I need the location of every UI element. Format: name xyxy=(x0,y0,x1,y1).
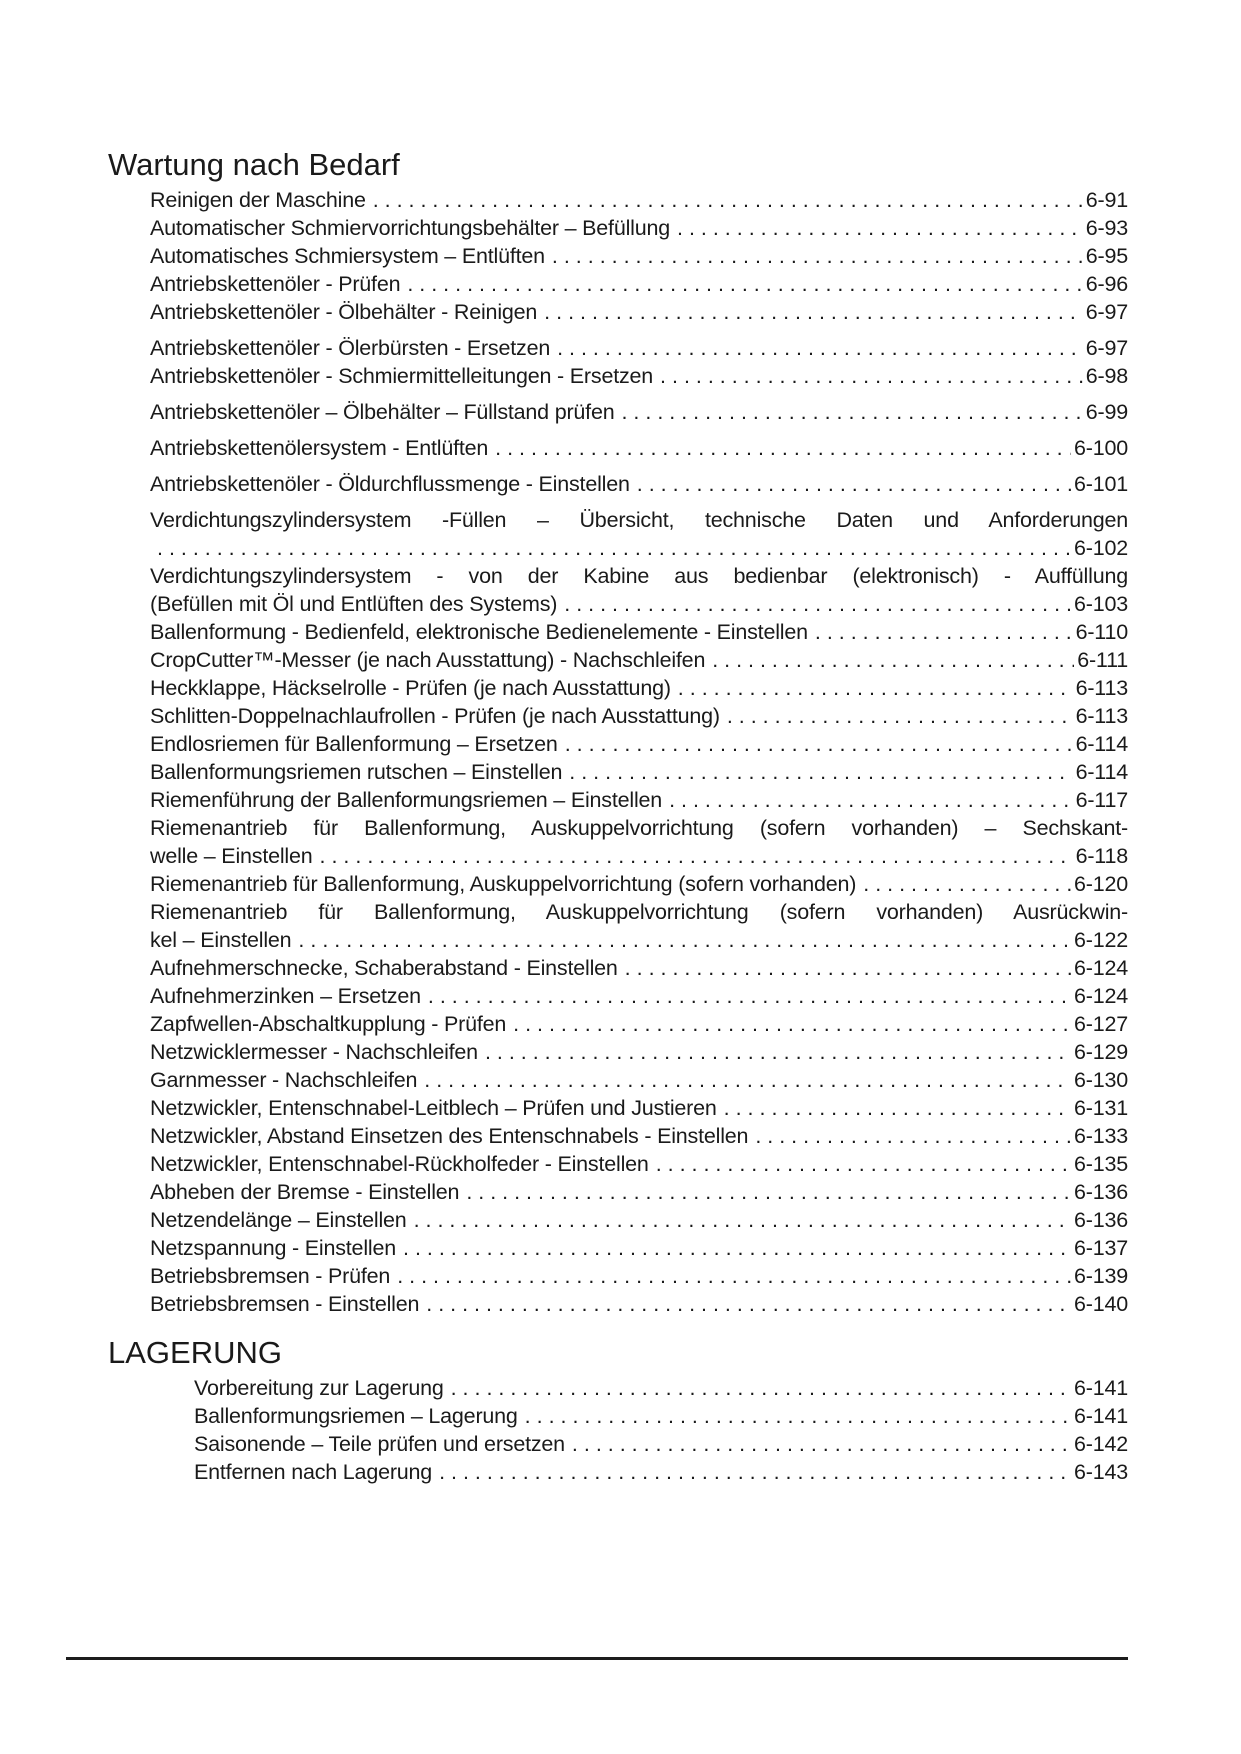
page-number: 6-131 xyxy=(1074,1096,1128,1120)
entry-title: Netzwickler, Entenschnabel-Rückholfeder - Einstellen xyxy=(150,1152,649,1176)
page-number: 6-114 xyxy=(1075,760,1128,784)
page-number: 6-111 xyxy=(1077,648,1128,672)
page-number: 6-97 xyxy=(1085,300,1128,324)
footer-rule xyxy=(66,1657,1128,1660)
page-number: 6-95 xyxy=(1085,244,1128,268)
dot-leader xyxy=(513,1010,1071,1038)
dot-leader xyxy=(407,270,1082,298)
dot-leader xyxy=(712,646,1074,674)
page-number: 6-143 xyxy=(1074,1460,1128,1484)
toc-entry[interactable] xyxy=(150,1262,1128,1290)
toc-entry[interactable] xyxy=(150,562,1128,618)
dot-leader xyxy=(485,1038,1071,1066)
dot-leader xyxy=(157,534,1071,562)
page-number: 6-129 xyxy=(1074,1040,1128,1064)
toc-entry[interactable] xyxy=(150,758,1128,786)
entry-list xyxy=(194,1374,1128,1486)
entry-title: Antriebskettenöler - Ölerbürsten - Ersetzen xyxy=(150,336,551,360)
dot-leader xyxy=(403,1234,1071,1262)
toc-entry[interactable] xyxy=(150,1234,1128,1262)
toc-entry[interactable] xyxy=(150,186,1128,214)
toc-entry[interactable] xyxy=(150,814,1128,870)
toc-entry[interactable] xyxy=(150,298,1128,326)
dot-leader xyxy=(424,1066,1071,1094)
page-number: 6-136 xyxy=(1074,1180,1128,1204)
entry-title: Zapfwellen-Abschaltkupplung - Prüfen xyxy=(150,1012,507,1036)
toc-entry[interactable] xyxy=(194,1430,1128,1458)
page-number: 6-98 xyxy=(1085,364,1128,388)
toc-entry[interactable] xyxy=(150,1066,1128,1094)
dot-leader xyxy=(397,1262,1071,1290)
page-number: 6-97 xyxy=(1085,336,1128,360)
entry-title: Schlitten-Doppelnachlaufrollen - Prüfen (je nach Ausstattung) xyxy=(150,704,720,728)
toc-entry[interactable] xyxy=(150,1206,1128,1234)
toc-entry[interactable] xyxy=(150,1038,1128,1066)
dot-leader xyxy=(727,702,1073,730)
dot-leader xyxy=(428,982,1071,1010)
dot-leader xyxy=(621,398,1082,426)
page-number: 6-113 xyxy=(1075,704,1128,728)
page-number: 6-93 xyxy=(1085,216,1128,240)
toc-entry[interactable] xyxy=(150,362,1128,390)
page-number: 6-133 xyxy=(1074,1124,1128,1148)
toc-entry[interactable] xyxy=(150,398,1128,426)
entry-title: Riemenantrieb für Ballenformung, Auskuppelvorrichtung (sofern vorhanden) xyxy=(150,872,857,896)
toc-entry[interactable] xyxy=(150,1290,1128,1318)
entry-wrapped-line: Riemenantrieb für Ballenformung, Auskuppelvorrichtung (sofern vorhanden) Ausrückwin- xyxy=(150,900,1128,924)
entry-title: Netzendelänge – Einstellen xyxy=(150,1208,407,1232)
toc-entry[interactable] xyxy=(150,334,1128,362)
entry-title: CropCutter™-Messer (je nach Ausstattung) - Nachschleifen xyxy=(150,648,706,672)
page-number: 6-99 xyxy=(1085,400,1128,424)
dot-leader xyxy=(451,1374,1071,1402)
dot-leader xyxy=(544,298,1083,326)
toc-entry[interactable] xyxy=(150,1094,1128,1122)
page-number: 6-124 xyxy=(1074,984,1128,1008)
entry-title: Antriebskettenöler - Öldurchflussmenge - Einstellen xyxy=(150,472,630,496)
dot-leader xyxy=(495,434,1071,462)
section-heading: Wartung nach Bedarf xyxy=(108,147,400,182)
page-number: 6-135 xyxy=(1074,1152,1128,1176)
dot-leader xyxy=(569,758,1072,786)
entry-title: Saisonende – Teile prüfen und ersetzen xyxy=(194,1432,565,1456)
page-number: 6-118 xyxy=(1075,844,1128,868)
entry-title: Netzwickler, Entenschnabel-Leitblech – Prüfen und Justieren xyxy=(150,1096,717,1120)
entry-title: Netzwickler, Abstand Einsetzen des Entenschnabels - Einstellen xyxy=(150,1124,749,1148)
toc-entry[interactable] xyxy=(150,618,1128,646)
entry-title: Antriebskettenöler – Ölbehälter – Füllstand prüfen xyxy=(150,400,615,424)
dot-leader xyxy=(552,242,1083,270)
entry-title: Ballenformungsriemen rutschen – Einstellen xyxy=(150,760,563,784)
dot-leader xyxy=(565,730,1073,758)
toc-entry[interactable] xyxy=(150,1122,1128,1150)
page-number: 6-141 xyxy=(1074,1404,1128,1428)
page-number: 6-140 xyxy=(1074,1292,1128,1316)
entry-title: Netzwicklermesser - Nachschleifen xyxy=(150,1040,478,1064)
page-number: 6-100 xyxy=(1074,436,1128,460)
dot-leader xyxy=(637,470,1071,498)
toc-entry[interactable] xyxy=(150,954,1128,982)
page-number: 6-110 xyxy=(1075,620,1128,644)
entry-wrapped-line: Verdichtungszylindersystem -Füllen – Übersicht, technische Daten und Anforderungen xyxy=(150,508,1128,532)
entry-title: kel – Einstellen xyxy=(150,928,292,952)
page-number: 6-124 xyxy=(1074,956,1128,980)
entry-title: Aufnehmerzinken – Ersetzen xyxy=(150,984,421,1008)
toc-entry[interactable] xyxy=(150,646,1128,674)
entry-title: Garnmesser - Nachschleifen xyxy=(150,1068,418,1092)
entry-title: Antriebskettenöler - Ölbehälter - Reinigen xyxy=(150,300,538,324)
page-number: 6-96 xyxy=(1085,272,1128,296)
entry-title: Heckklappe, Häckselrolle - Prüfen (je nach Ausstattung) xyxy=(150,676,671,700)
dot-leader xyxy=(724,1094,1071,1122)
entry-title: Antriebskettenöler - Schmiermittelleitungen - Ersetzen xyxy=(150,364,654,388)
entry-title: Riemenführung der Ballenformungsriemen – Einstellen xyxy=(150,788,663,812)
toc-entry[interactable] xyxy=(150,270,1128,298)
toc-entry[interactable] xyxy=(150,702,1128,730)
page-number: 6-122 xyxy=(1074,928,1128,952)
dot-leader xyxy=(466,1178,1071,1206)
page-number: 6-91 xyxy=(1085,188,1128,212)
dot-leader xyxy=(815,618,1073,646)
toc-entry[interactable] xyxy=(194,1374,1128,1402)
entry-title: Vorbereitung zur Lagerung xyxy=(194,1376,444,1400)
dot-leader xyxy=(564,590,1071,618)
entry-list xyxy=(150,186,1128,1318)
entry-title: Antriebskettenöler - Prüfen xyxy=(150,272,401,296)
toc-entry[interactable] xyxy=(150,1150,1128,1178)
dot-leader xyxy=(320,842,1073,870)
dot-leader xyxy=(557,334,1083,362)
entry-title: Ballenformung - Bedienfeld, elektronische Bedienelemente - Einstellen xyxy=(150,620,808,644)
entry-title: (Befüllen mit Öl und Entlüften des Systems) xyxy=(150,592,558,616)
entry-wrapped-line: Verdichtungszylindersystem - von der Kabine aus bedienbar (elektronisch) - Auffüllung xyxy=(150,564,1128,588)
dot-leader xyxy=(298,926,1071,954)
entry-title: Reinigen der Maschine xyxy=(150,188,366,212)
entry-title: Aufnehmerschnecke, Schaberabstand - Einstellen xyxy=(150,956,618,980)
entry-title: welle – Einstellen xyxy=(150,844,313,868)
page-number: 6-117 xyxy=(1075,788,1128,812)
page-number: 6-102 xyxy=(1074,536,1128,560)
entry-title: Ballenformungsriemen – Lagerung xyxy=(194,1404,518,1428)
toc-entry[interactable] xyxy=(150,506,1128,562)
toc-entry[interactable] xyxy=(150,1178,1128,1206)
dot-leader xyxy=(755,1122,1071,1150)
dot-leader xyxy=(426,1290,1071,1318)
page-number: 6-141 xyxy=(1074,1376,1128,1400)
page-number: 6-142 xyxy=(1074,1432,1128,1456)
toc-entry[interactable] xyxy=(194,1402,1128,1430)
toc-entry[interactable] xyxy=(150,434,1128,462)
entry-wrapped-line: Riemenantrieb für Ballenformung, Auskuppelvorrichtung (sofern vorhanden) – Sechskant- xyxy=(150,816,1128,840)
dot-leader xyxy=(525,1402,1071,1430)
entry-title: Antriebskettenölersystem - Entlüften xyxy=(150,436,489,460)
entry-title: Netzspannung - Einstellen xyxy=(150,1236,396,1260)
toc-entry[interactable] xyxy=(150,730,1128,758)
toc-section xyxy=(108,146,1128,1318)
entry-title: Endlosriemen für Ballenformung – Ersetzen xyxy=(150,732,558,756)
section-heading: LAGERUNG xyxy=(108,1335,282,1370)
entry-title: Entfernen nach Lagerung xyxy=(194,1460,433,1484)
toc-entry[interactable] xyxy=(194,1458,1128,1486)
page-number: 6-113 xyxy=(1075,676,1128,700)
toc-entry[interactable] xyxy=(150,242,1128,270)
dot-leader xyxy=(863,870,1071,898)
toc-entry[interactable] xyxy=(150,982,1128,1010)
toc-entry[interactable] xyxy=(150,1010,1128,1038)
dot-leader xyxy=(678,674,1073,702)
dot-leader xyxy=(669,786,1073,814)
page-number: 6-139 xyxy=(1074,1264,1128,1288)
page-number: 6-137 xyxy=(1074,1236,1128,1260)
entry-title: Abheben der Bremse - Einstellen xyxy=(150,1180,460,1204)
dot-leader xyxy=(625,954,1071,982)
toc-entry[interactable] xyxy=(150,214,1128,242)
entry-title: Betriebsbremsen - Prüfen xyxy=(150,1264,391,1288)
page-number: 6-120 xyxy=(1074,872,1128,896)
toc-entry[interactable] xyxy=(150,898,1128,954)
dot-leader xyxy=(572,1430,1071,1458)
toc-entry[interactable] xyxy=(150,674,1128,702)
dot-leader xyxy=(373,186,1083,214)
dot-leader xyxy=(677,214,1083,242)
dot-leader xyxy=(656,1150,1071,1178)
toc-entry[interactable] xyxy=(150,870,1128,898)
dot-leader xyxy=(414,1206,1071,1234)
page-number: 6-114 xyxy=(1075,732,1128,756)
toc-section xyxy=(108,1334,1128,1486)
toc-entry[interactable] xyxy=(150,470,1128,498)
dot-leader xyxy=(439,1458,1071,1486)
toc-entry[interactable] xyxy=(150,786,1128,814)
table-of-contents xyxy=(108,146,1128,1486)
page-number: 6-130 xyxy=(1074,1068,1128,1092)
page-number: 6-136 xyxy=(1074,1208,1128,1232)
page-number: 6-103 xyxy=(1074,592,1128,616)
page-number: 6-127 xyxy=(1074,1012,1128,1036)
page-number: 6-101 xyxy=(1074,472,1128,496)
entry-title: Betriebsbremsen - Einstellen xyxy=(150,1292,420,1316)
entry-title: Automatisches Schmiersystem – Entlüften xyxy=(150,244,545,268)
entry-title: Automatischer Schmiervorrichtungsbehälter – Befüllung xyxy=(150,216,671,240)
dot-leader xyxy=(660,362,1083,390)
